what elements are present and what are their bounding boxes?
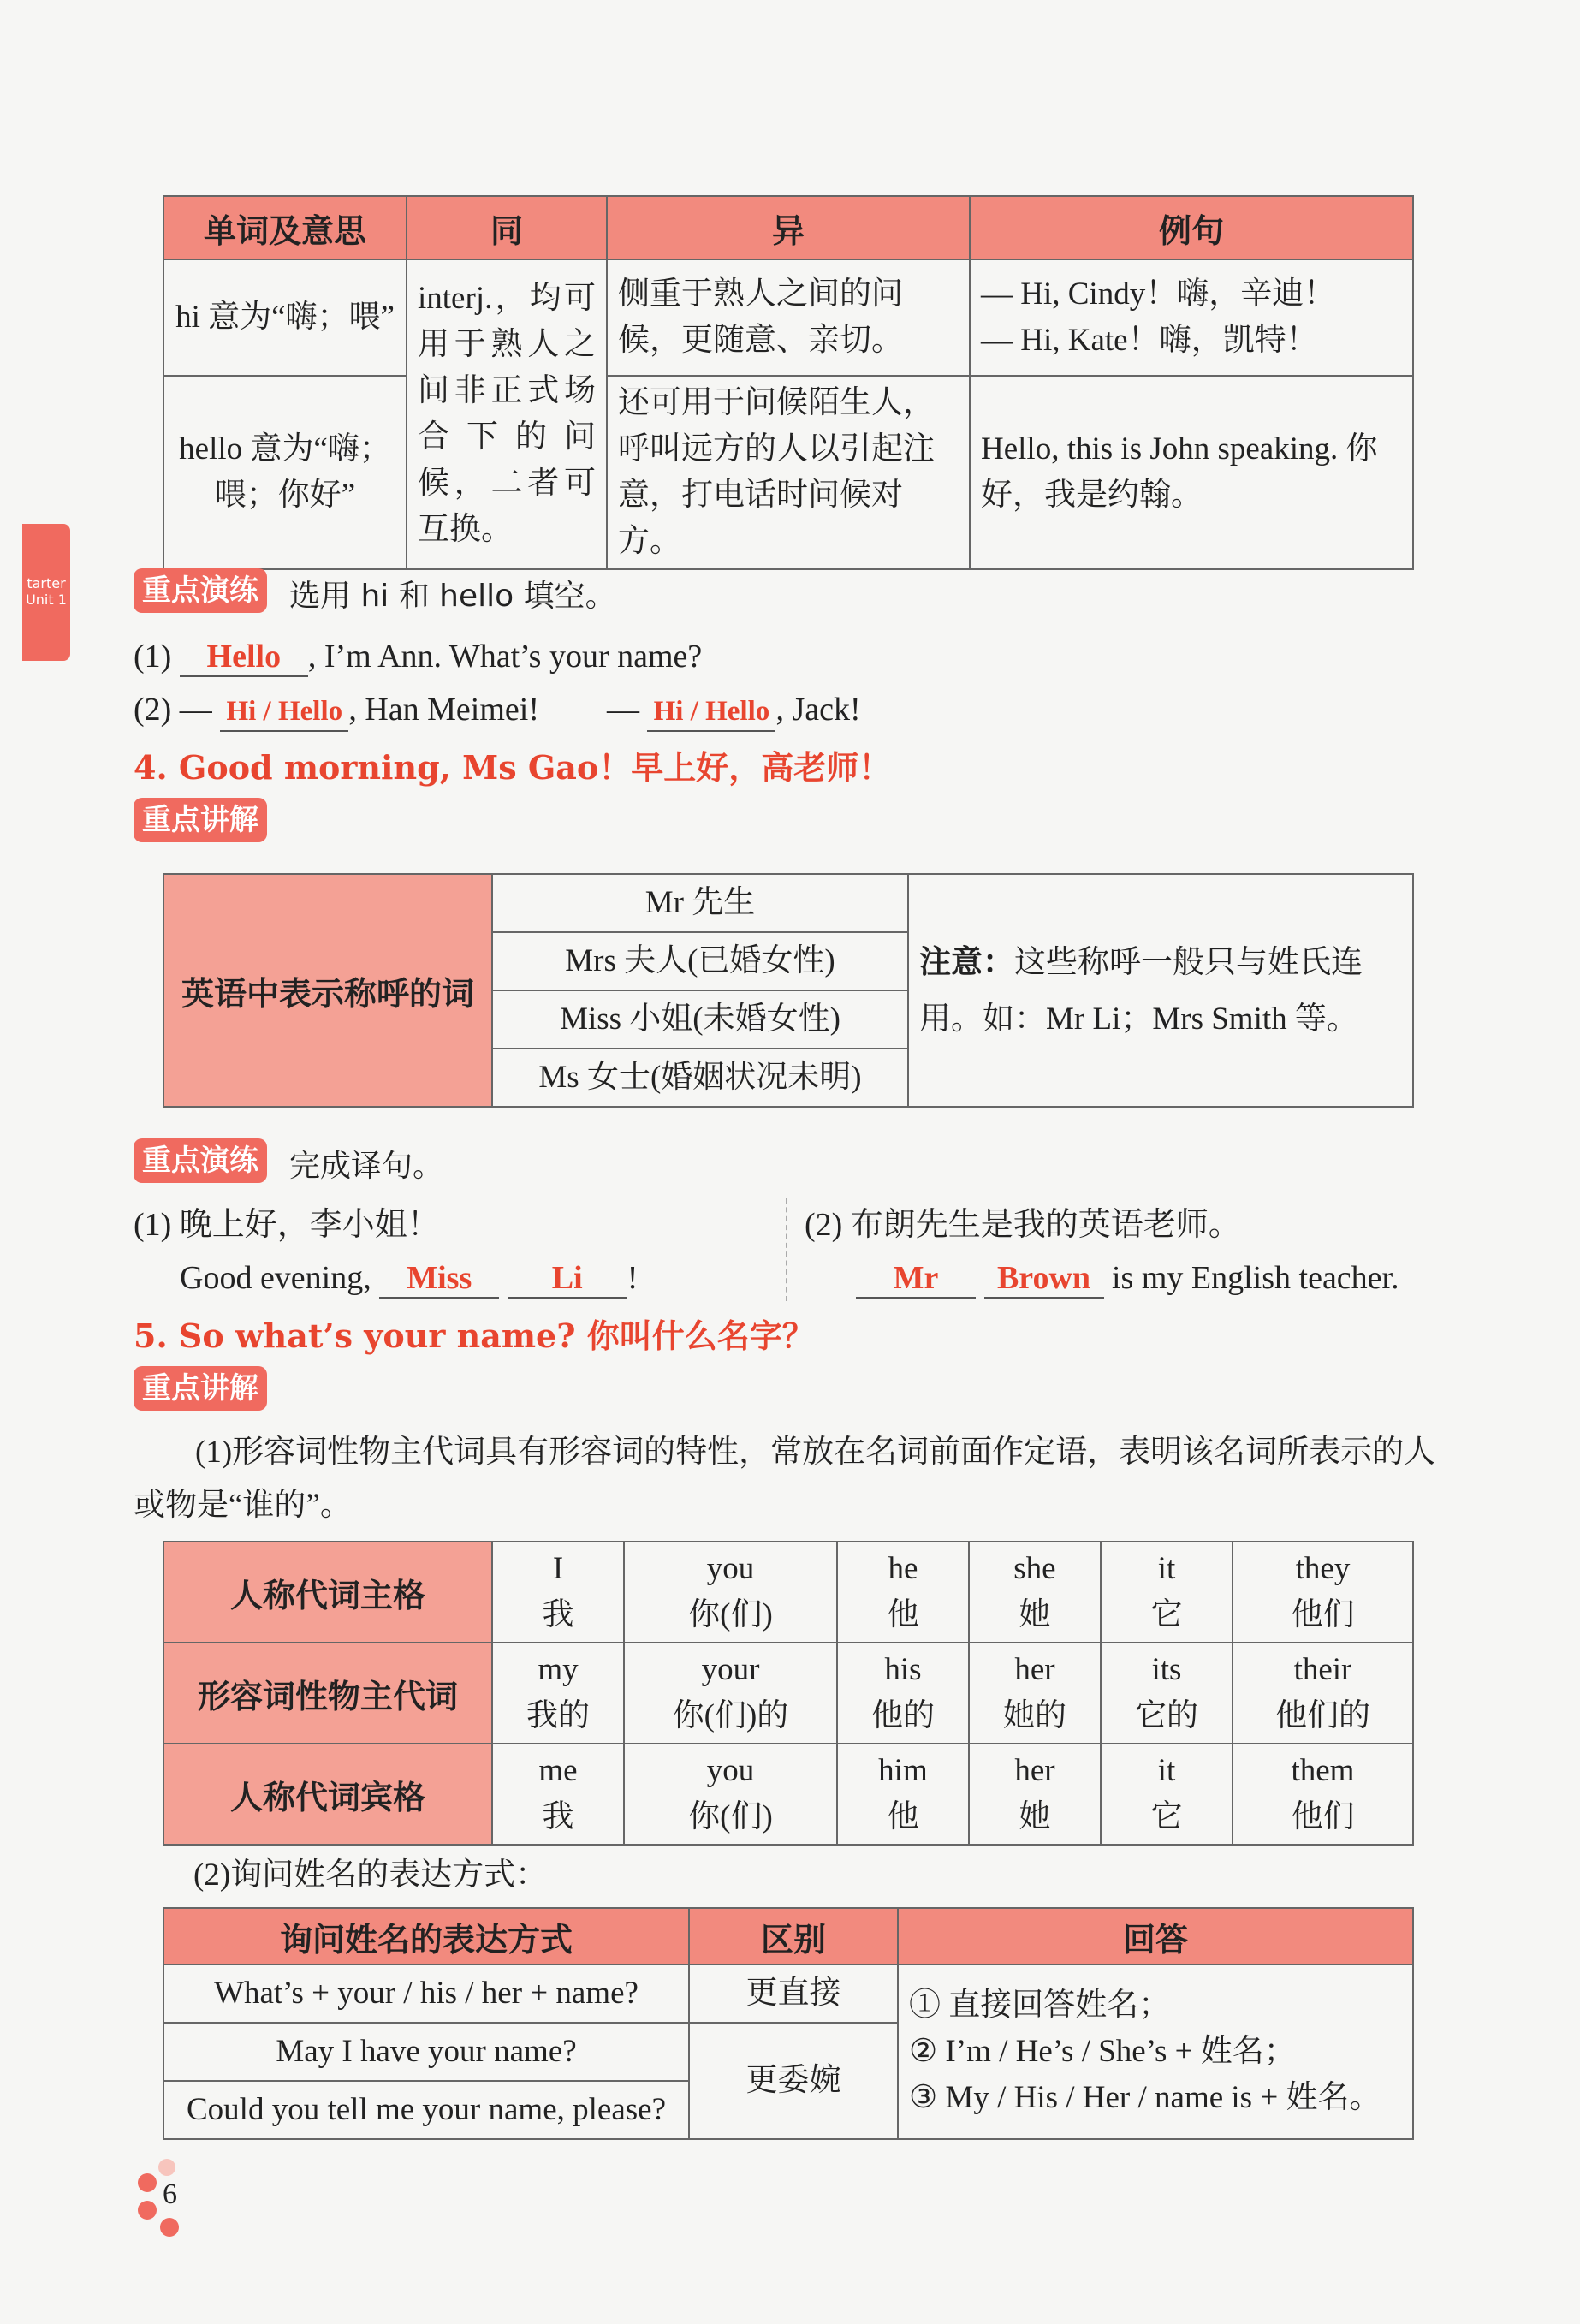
titles-note — [908, 874, 1413, 1107]
pronoun-cn: 他 — [887, 1597, 919, 1632]
pronoun-cell — [624, 1542, 837, 1643]
explain-badge-1: 重点讲解 — [134, 798, 267, 842]
header-example: 例句 — [970, 196, 1413, 259]
pronoun-en: they — [1295, 1551, 1351, 1586]
header-difference: 区别 — [689, 1908, 898, 1964]
header-word: 单词及意思 — [163, 196, 407, 259]
explain-badge-2: 重点讲解 — [134, 1366, 267, 1411]
header-expression: 询问姓名的表达方式 — [163, 1908, 689, 1964]
diff-hello: 还可用于问候陌生人，呼叫远方的人以引起注意，打电话时问候对方。 — [607, 376, 970, 569]
q2-answer-1: Hi / Hello — [220, 692, 348, 732]
practice-1-q2 — [134, 688, 861, 732]
pronoun-en: it — [1157, 1551, 1176, 1586]
pronoun-cell — [1233, 1744, 1413, 1845]
heading-4: 4. Good morning, Ms Gao！早上好，高老师！ — [134, 748, 892, 787]
expression-1: What’s + your / his / her + name? — [163, 1964, 689, 2023]
pronoun-cn: 它的 — [1134, 1698, 1198, 1733]
pronoun-en: your — [701, 1652, 760, 1687]
pronoun-cell — [624, 1643, 837, 1744]
pronoun-en: he — [888, 1551, 918, 1586]
pronoun-cn: 你(们) — [688, 1799, 773, 1834]
practice-badge-1: 重点演练 — [134, 568, 267, 613]
pronoun-cell — [492, 1542, 624, 1643]
header-diff: 异 — [607, 196, 970, 259]
q2-answer-2: Hi / Hello — [647, 692, 775, 732]
pronoun-cell — [1233, 1542, 1413, 1643]
p2-q1-answer-1: Miss — [379, 1259, 499, 1299]
expression-2: May I have your name? — [163, 2023, 689, 2081]
pronoun-cell — [837, 1744, 969, 1845]
p2-q1-answer-2: Li — [508, 1259, 627, 1299]
titles-label: 英语中表示称呼的词 — [163, 874, 492, 1107]
decoration-dots-icon — [128, 2157, 188, 2251]
answer-3: ③ My / His / Her / name is + 姓名。 — [909, 2080, 1381, 2115]
header-answer: 回答 — [898, 1908, 1413, 1964]
pronoun-cell — [969, 1744, 1101, 1845]
example-hi — [970, 259, 1413, 376]
pronoun-cn: 我 — [542, 1799, 574, 1834]
practice-1-instruction: 选用 hi 和 hello 填空。 — [289, 579, 616, 614]
pronoun-en: their — [1293, 1652, 1352, 1687]
heading-5: 5. So what’s your name? 你叫什么名字？ — [134, 1317, 815, 1355]
pronoun-cn: 她的 — [1002, 1698, 1066, 1733]
q2-dash: — — [606, 692, 639, 728]
q1-rest: , I’m Ann. What’s your name? — [307, 639, 703, 675]
hi-hello-table — [163, 195, 1414, 570]
pronoun-en: you — [706, 1551, 755, 1586]
unit-tab-line1: tarter — [27, 575, 66, 591]
pronoun-en: them — [1291, 1753, 1355, 1788]
pronoun-en: I — [552, 1551, 564, 1586]
pronoun-table — [163, 1541, 1414, 1846]
example-hi-2: — Hi, Kate！嗨，凯特！ — [981, 323, 1318, 358]
p2-q2-end: is my English teacher. — [1112, 1260, 1399, 1296]
pronoun-cell — [492, 1744, 624, 1845]
practice-2-q1-cn: (1) 晚上好，李小姐！ — [134, 1207, 440, 1243]
practice-2-q2-cn: (2) 布朗先生是我的英语老师。 — [805, 1207, 1241, 1243]
p2-q1-end: ! — [627, 1260, 639, 1296]
pronoun-cell — [492, 1643, 624, 1744]
page-number: 6 — [163, 2178, 177, 2210]
title-miss: Miss 小姐(未婚女性) — [492, 990, 908, 1049]
q2-mid: , Han Meimei! — [348, 692, 539, 728]
example-hi-1: — Hi, Cindy！嗨，辛迪！ — [981, 276, 1336, 312]
answer-1: ① 直接回答姓名； — [909, 1988, 1171, 2023]
q1-answer: Hello — [180, 638, 308, 677]
q2-prefix: (2) — — [134, 692, 212, 728]
pronoun-en: her — [1014, 1753, 1055, 1788]
shared-usage: interj.，均可用于熟人之间非正式场合下的问候，二者可互换。 — [407, 259, 607, 569]
title-mrs: Mrs 夫人(已婚女性) — [492, 932, 908, 990]
header-same: 同 — [407, 196, 607, 259]
row-label-possessive: 形容词性物主代词 — [163, 1643, 492, 1744]
pronoun-cn: 他们 — [1291, 1597, 1355, 1632]
answer-2: ② I’m / He’s / She’s + 姓名； — [909, 2034, 1296, 2069]
pronoun-en: its — [1151, 1652, 1182, 1687]
pronoun-cn: 她 — [1019, 1799, 1051, 1834]
pronoun-cell — [837, 1643, 969, 1744]
paragraph-1: (1)形容词性物主代词具有形容词的特性，常放在名词前面作定语，表明该名词所表示的人或物是“谁的”。 — [134, 1435, 1436, 1523]
diff-hi: 侧重于熟人之间的问候，更随意、亲切。 — [607, 259, 970, 376]
pronoun-en: you — [706, 1753, 755, 1788]
note-label: 注意： — [919, 942, 1014, 980]
pronoun-en: it — [1157, 1753, 1176, 1788]
pronoun-en: she — [1013, 1551, 1056, 1586]
pronoun-cell — [969, 1643, 1101, 1744]
pronoun-cn: 他的 — [870, 1698, 935, 1733]
word-hi: hi 意为“嗨；喂” — [163, 259, 407, 376]
practice-2-instruction: 完成译句。 — [289, 1149, 444, 1184]
q2-end: , Jack! — [775, 692, 861, 728]
practice-badge-2: 重点演练 — [134, 1138, 267, 1183]
pronoun-cell — [1101, 1744, 1233, 1845]
pronoun-cell — [837, 1542, 969, 1643]
titles-table — [163, 873, 1414, 1108]
pronoun-cn: 他们的 — [1274, 1698, 1370, 1733]
ask-name-table — [163, 1907, 1414, 2140]
p2-q2-answer-1: Mr — [856, 1259, 976, 1299]
practice-1-q1 — [134, 635, 702, 678]
pronoun-cell — [1101, 1643, 1233, 1744]
pronoun-cn: 你(们)的 — [672, 1698, 789, 1733]
pronoun-cn: 它 — [1150, 1799, 1183, 1834]
pronoun-en: me — [538, 1753, 578, 1788]
unit-tab-line2: Unit 1 — [26, 591, 67, 608]
pronoun-en: him — [878, 1753, 928, 1788]
pronoun-cn: 我 — [542, 1597, 574, 1632]
p2-q2-answer-2: Brown — [984, 1259, 1104, 1299]
pronoun-cell — [1101, 1542, 1233, 1643]
answers — [898, 1964, 1413, 2139]
pronoun-cell — [1233, 1643, 1413, 1744]
row-label-object: 人称代词宾格 — [163, 1744, 492, 1845]
pronoun-cell — [624, 1744, 837, 1845]
pronoun-cn: 你(们) — [688, 1597, 773, 1632]
pronoun-cn: 她 — [1019, 1597, 1051, 1632]
difference-direct: 更直接 — [689, 1964, 898, 2023]
example-hello: Hello, this is John speaking. 你好，我是约翰。 — [970, 376, 1413, 569]
note-text: 这些称呼一般只与姓氏连用。如：Mr Li；Mrs Smith 等。 — [919, 944, 1363, 1037]
title-mr: Mr 先生 — [492, 874, 908, 932]
unit-tab — [22, 524, 70, 661]
title-ms: Ms 女士(婚姻状况未明) — [492, 1049, 908, 1107]
p2-q1-prefix: Good evening, — [180, 1260, 371, 1296]
pronoun-en: my — [538, 1652, 579, 1687]
pronoun-cn: 他 — [887, 1799, 919, 1834]
word-hello: hello 意为“嗨；喂；你好” — [163, 376, 407, 569]
column-divider — [786, 1198, 787, 1301]
pronoun-cell — [969, 1542, 1101, 1643]
paragraph-2: (2)询问姓名的表达方式： — [193, 1857, 548, 1893]
pronoun-cn: 它 — [1150, 1597, 1183, 1632]
difference-polite: 更委婉 — [689, 2023, 898, 2139]
practice-2-q1-en — [180, 1257, 638, 1299]
row-label-subject: 人称代词主格 — [163, 1542, 492, 1643]
practice-2-q2-en — [856, 1257, 1399, 1299]
expression-3: Could you tell me your name, please? — [163, 2081, 689, 2139]
q1-prefix: (1) — [134, 639, 172, 675]
pronoun-cn: 他们 — [1291, 1799, 1355, 1834]
pronoun-en: his — [884, 1652, 922, 1687]
pronoun-cn: 我的 — [526, 1698, 590, 1733]
pronoun-en: her — [1014, 1652, 1055, 1687]
